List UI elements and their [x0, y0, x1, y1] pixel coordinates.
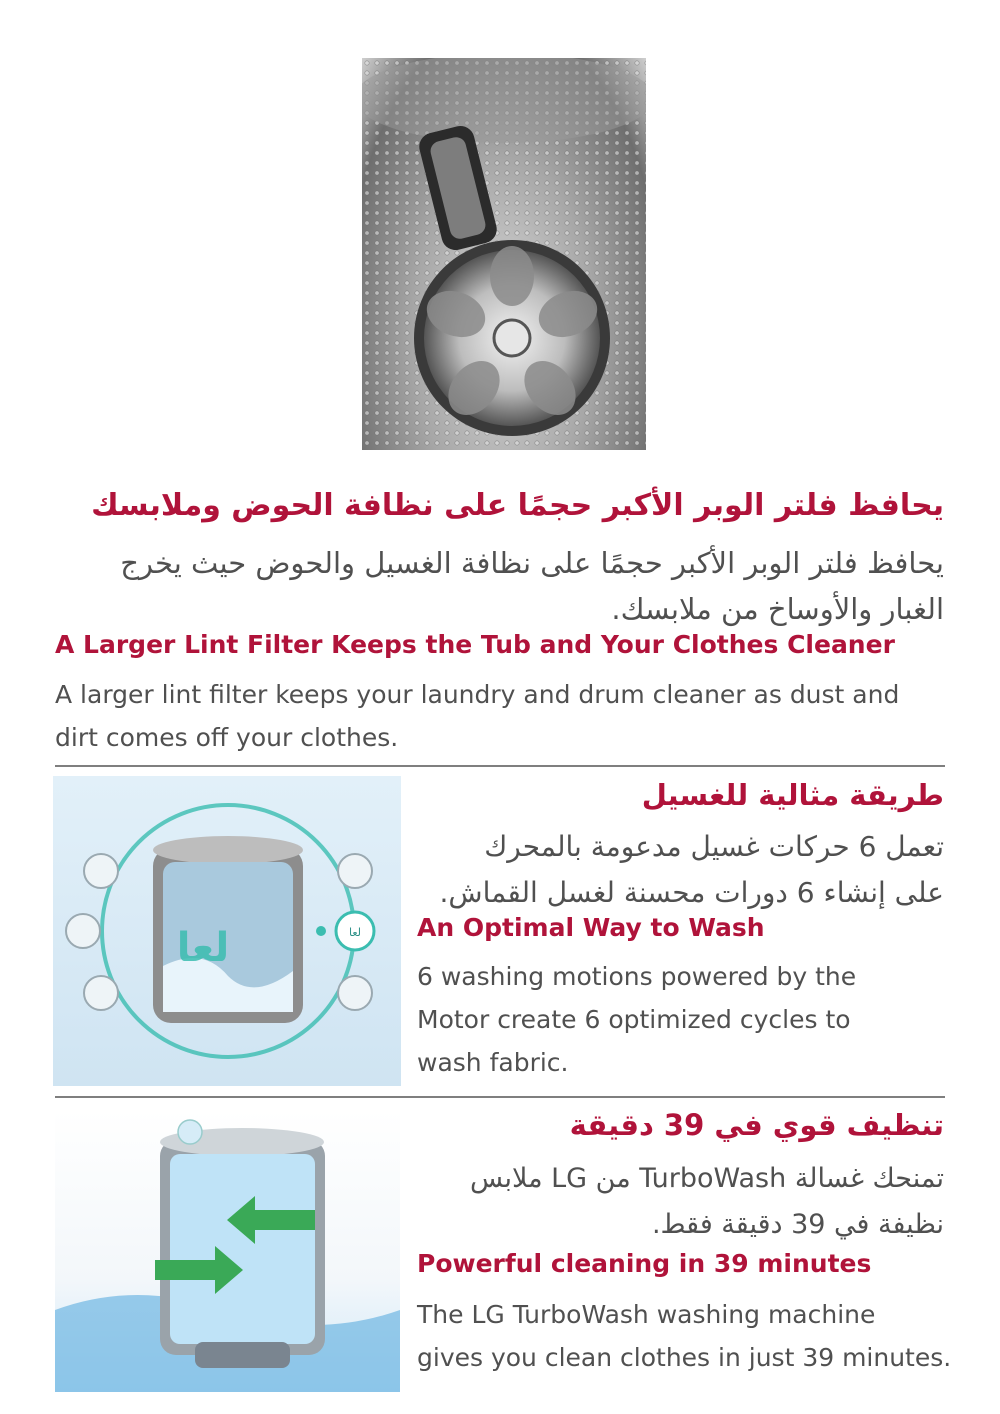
optimal-wash-arabic-line-1: تعمل 6 حركات غسيل مدعومة بالمحرك	[484, 830, 944, 863]
lint-filter-arabic-line-2: الغبار والأوساخ من ملابسك.	[611, 592, 944, 626]
turbowash-english-title: Powerful cleaning in 39 minutes	[417, 1249, 872, 1278]
optimal-wash-arabic-title: طريقة مثالية للغسيل	[641, 778, 944, 812]
motion-icon-2	[66, 914, 100, 948]
lint-filter-english-line-1: A larger lint filter keeps your laundry and drum cleaner as dust and	[55, 680, 900, 709]
turbowash-arabic-line-1: تمنحك غسالة TurboWash من LG ملابس	[470, 1163, 944, 1194]
motion-icon-3	[84, 976, 118, 1010]
section-divider	[55, 765, 945, 767]
lint-filter-arabic-title: يحافظ فلتر الوبر الأكبر حجمًا على نظافة الحوض وملابسك	[91, 488, 944, 523]
section-divider	[55, 1096, 945, 1098]
turbowash-english-line-2: gives you clean clothes in just 39 minutes.	[417, 1343, 952, 1372]
optimal-wash-english-line-1: 6 washing motions powered by the	[417, 962, 857, 991]
lint-filter-arabic-description	[44, 540, 944, 632]
drum-motion-label: لعا	[176, 925, 230, 971]
active-motion-icon-label: لعا	[348, 926, 362, 939]
motion-icon-1	[84, 854, 118, 888]
wash-motions-image	[53, 776, 401, 1086]
turbowash-english-description	[417, 1293, 957, 1379]
lint-filter-english-description	[55, 673, 955, 759]
washer-drum-image	[362, 58, 646, 450]
optimal-wash-arabic-line-2: على إنشاء 6 دورات محسنة لغسل القماش.	[439, 876, 944, 909]
motion-icon-4	[338, 854, 372, 888]
lint-filter-english-line-2: dirt comes off your clothes.	[55, 723, 399, 752]
optimal-wash-english-line-2: Motor create 6 optimized cycles to	[417, 1005, 851, 1034]
turbowash-illustration	[55, 1110, 400, 1392]
motion-icon-6	[338, 976, 372, 1010]
turbowash-arabic-description	[414, 1156, 944, 1248]
turbowash-drum-image	[55, 1110, 400, 1392]
optimal-wash-english-description	[417, 955, 947, 1084]
turbowash-arabic-title: تنظيف قوي في 39 دقيقة	[569, 1108, 944, 1142]
optimal-wash-english-title: An Optimal Way to Wash	[417, 913, 765, 942]
lint-filter-arabic-line-1: يحافظ فلتر الوبر الأكبر حجمًا على نظافة الغسيل والحوض حيث يخرج	[120, 546, 944, 580]
wash-motions-illustration	[53, 776, 401, 1086]
drum-illustration	[362, 58, 646, 450]
turbowash-arabic-line-2: نظيفة في 39 دقيقة فقط.	[651, 1209, 944, 1240]
optimal-wash-arabic-description	[414, 824, 944, 916]
lint-filter-english-title: A Larger Lint Filter Keeps the Tub and Your Clothes Cleaner	[55, 630, 895, 659]
turbowash-english-line-1: The LG TurboWash washing machine	[417, 1300, 876, 1329]
optimal-wash-english-line-3: wash fabric.	[417, 1048, 569, 1077]
